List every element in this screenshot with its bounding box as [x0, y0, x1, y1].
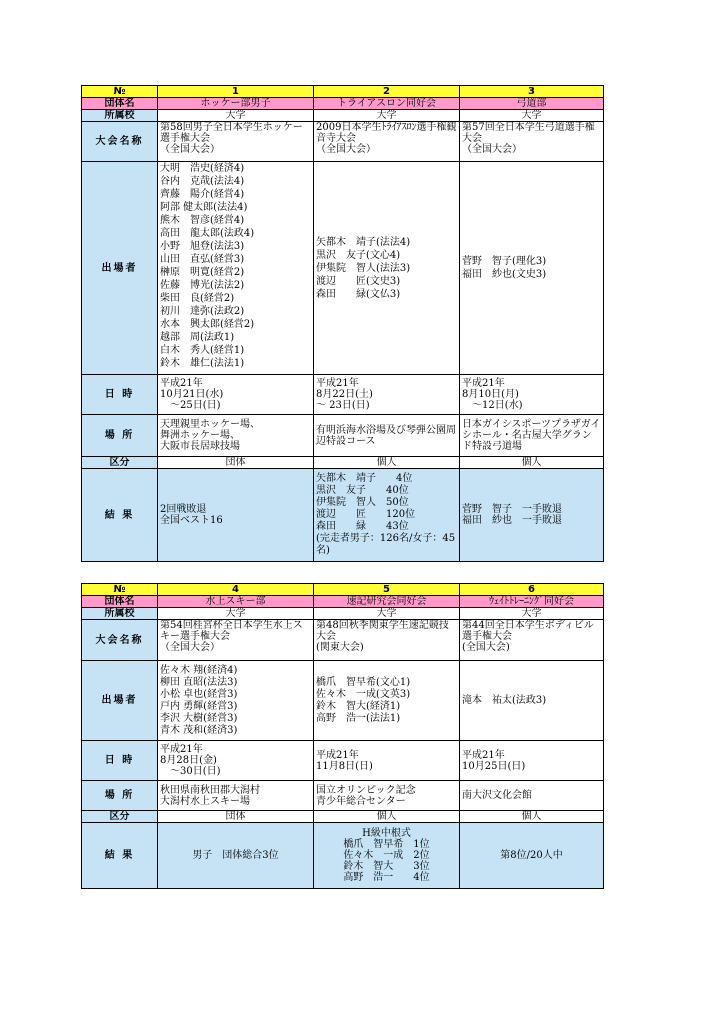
participant-list: 滝本 祐太(法政3) — [460, 661, 604, 741]
tournament-name: 第57回全日本学生弓道選手権大会 （全国大会） — [460, 122, 604, 162]
entry-no: 5 — [314, 584, 460, 596]
row-tournament — [82, 122, 604, 162]
group-name: ｳｪｲﾄﾄﾚｰﾆﾝｸﾞ同好会 — [460, 596, 604, 608]
tournament-name: 第58回男子全日本学生ホッケー選手権大会 （全国大会） — [158, 122, 314, 162]
label-tournament: 大会名称 — [82, 122, 158, 162]
row-category — [82, 457, 604, 469]
entry-no: 6 — [460, 584, 604, 596]
label-participants: 出場者 — [82, 661, 158, 741]
label-group: 団体名 — [82, 98, 158, 110]
date-value: 平成21年 11月8日(日) — [314, 741, 460, 781]
row-participants — [82, 661, 604, 741]
row-participants — [82, 162, 604, 375]
place-value: 有明浜海水浴場及び琴弾公園周辺特設コース — [314, 415, 460, 457]
row-tournament — [82, 620, 604, 661]
result-value: 男子 団体総合3位 — [158, 823, 314, 889]
row-school — [82, 608, 604, 620]
group-name: 水上スキー部 — [158, 596, 314, 608]
row-result — [82, 823, 604, 889]
label-tournament: 大会名称 — [82, 620, 158, 661]
results-table-2 — [81, 583, 604, 889]
result-value: 第8位/20人中 — [460, 823, 604, 889]
row-category — [82, 811, 604, 823]
results-table-1 — [81, 85, 604, 562]
place-value: 秋田県南秋田郡大潟村 大潟村水上スキー場 — [158, 781, 314, 811]
tournament-name: 2009日本学生ﾄﾗｲｱｽﾛﾝ選手権観音寺大会 （全国大会） — [314, 122, 460, 162]
entry-no: 3 — [460, 86, 604, 98]
participant-list: 大明 浩史(経済4) 谷内 克哉(法法4) 齊藤 陽介(経営4) 阿部 健太郎(法法4) 熊木 智彦(経営4) 高田 龍太郎(法政4) 小野 旭登(法法3) 山田 直弘(経営3) 榊原 明寛(経営2) 佐藤 博光(法法2) 柴田 良(経営2) 初川 達弥(法政2) 水本 興太郎(経営2) 越部 周(法政1) 白木 秀人(経営1) 鈴木 雄仁(法法1) — [158, 162, 314, 375]
result-value: 菅野 智子 一手敗退 福田 紗也 一手敗退 — [460, 469, 604, 562]
tournament-name: 第48回秋季関東学生速記競技大会 (関東大会) — [314, 620, 460, 661]
category-value: 個人 — [460, 811, 604, 823]
group-name: 弓道部 — [460, 98, 604, 110]
row-no — [82, 584, 604, 596]
label-result: 結 果 — [82, 823, 158, 889]
row-date — [82, 375, 604, 415]
school-value: 大学 — [460, 608, 604, 620]
place-value: 南大沢文化会館 — [460, 781, 604, 811]
place-value: 国立オリンピック記念 青少年総合センター — [314, 781, 460, 811]
school-value: 大学 — [460, 110, 604, 122]
school-value: 大学 — [158, 608, 314, 620]
date-value: 平成21年 8月28日(金) ～30日(日) — [158, 741, 314, 781]
label-date: 日 時 — [82, 375, 158, 415]
label-place: 場 所 — [82, 781, 158, 811]
row-group — [82, 98, 604, 110]
group-name: トライアスロン同好会 — [314, 98, 460, 110]
result-value: H級中根式 橋爪 智早希 1位 佐々木 一成 2位 鈴木 智大 3位 高野 浩一 4位 — [314, 823, 460, 889]
category-value: 個人 — [314, 457, 460, 469]
date-value: 平成21年 8月22日(土) ～ 23日(日) — [314, 375, 460, 415]
place-value: 日本ガイシスポーツプラザガイシホール・名古屋大学グランド特設弓道場 — [460, 415, 604, 457]
label-category: 区分 — [82, 811, 158, 823]
row-school — [82, 110, 604, 122]
school-value: 大学 — [314, 608, 460, 620]
participant-list: 菅野 智子(理化3) 福田 紗也(文史3) — [460, 162, 604, 375]
category-value: 団体 — [158, 811, 314, 823]
date-value: 平成21年 8月10日(月) ～12日(水) — [460, 375, 604, 415]
participant-list: 矢都木 靖子(法法4) 黒沢 友子(文心4) 伊集院 智人(法法3) 渡辺 匠(文史3) 森田 緑(文仏3) — [314, 162, 460, 375]
result-value: 矢都木 靖子 4位 黒沢 友子 40位 伊集院 智人 50位 渡辺 匠 120位 森田 緑 43位 (完走者男子：126名/女子：45名) — [314, 469, 460, 562]
date-value: 平成21年 10月25日(日) — [460, 741, 604, 781]
label-date: 日 時 — [82, 741, 158, 781]
category-value: 個人 — [460, 457, 604, 469]
participant-list: 佐々木 翔(経済4) 柳田 直昭(法法3) 小松 卓也(経営3) 戸内 勇輝(経営3) 李沢 大樹(経営3) 青木 茂和(経済3) — [158, 661, 314, 741]
tournament-name: 第44回全日本学生ボディビル選手権大会 (全国大会) — [460, 620, 604, 661]
row-date — [82, 741, 604, 781]
label-school: 所属校 — [82, 608, 158, 620]
category-value: 団体 — [158, 457, 314, 469]
category-value: 個人 — [314, 811, 460, 823]
label-no: № — [82, 86, 158, 98]
label-no: № — [82, 584, 158, 596]
label-place: 場 所 — [82, 415, 158, 457]
entry-no: 4 — [158, 584, 314, 596]
result-value: 2回戦敗退 全国ベスト16 — [158, 469, 314, 562]
tournament-name: 第54回桂宮杯全日本学生水上スキー選手権大会 （全国大会） — [158, 620, 314, 661]
label-category: 区分 — [82, 457, 158, 469]
date-value: 平成21年 10月21日(水) ～25日(日) — [158, 375, 314, 415]
school-value: 大学 — [314, 110, 460, 122]
label-result: 結 果 — [82, 469, 158, 562]
group-name: ホッケー部男子 — [158, 98, 314, 110]
row-group — [82, 596, 604, 608]
label-school: 所属校 — [82, 110, 158, 122]
row-no — [82, 86, 604, 98]
participant-list: 橋爪 智早希(文心1) 佐々木 一成(文英3) 鈴木 智大(経済1) 高野 浩一(法法1) — [314, 661, 460, 741]
place-value: 天理親里ホッケー場、 舞洲ホッケー場、 大阪市長居球技場 — [158, 415, 314, 457]
row-place — [82, 415, 604, 457]
label-group: 団体名 — [82, 596, 158, 608]
entry-no: 2 — [314, 86, 460, 98]
group-name: 速記研究会同好会 — [314, 596, 460, 608]
row-place — [82, 781, 604, 811]
row-result — [82, 469, 604, 562]
entry-no: 1 — [158, 86, 314, 98]
label-participants: 出場者 — [82, 162, 158, 375]
school-value: 大学 — [158, 110, 314, 122]
